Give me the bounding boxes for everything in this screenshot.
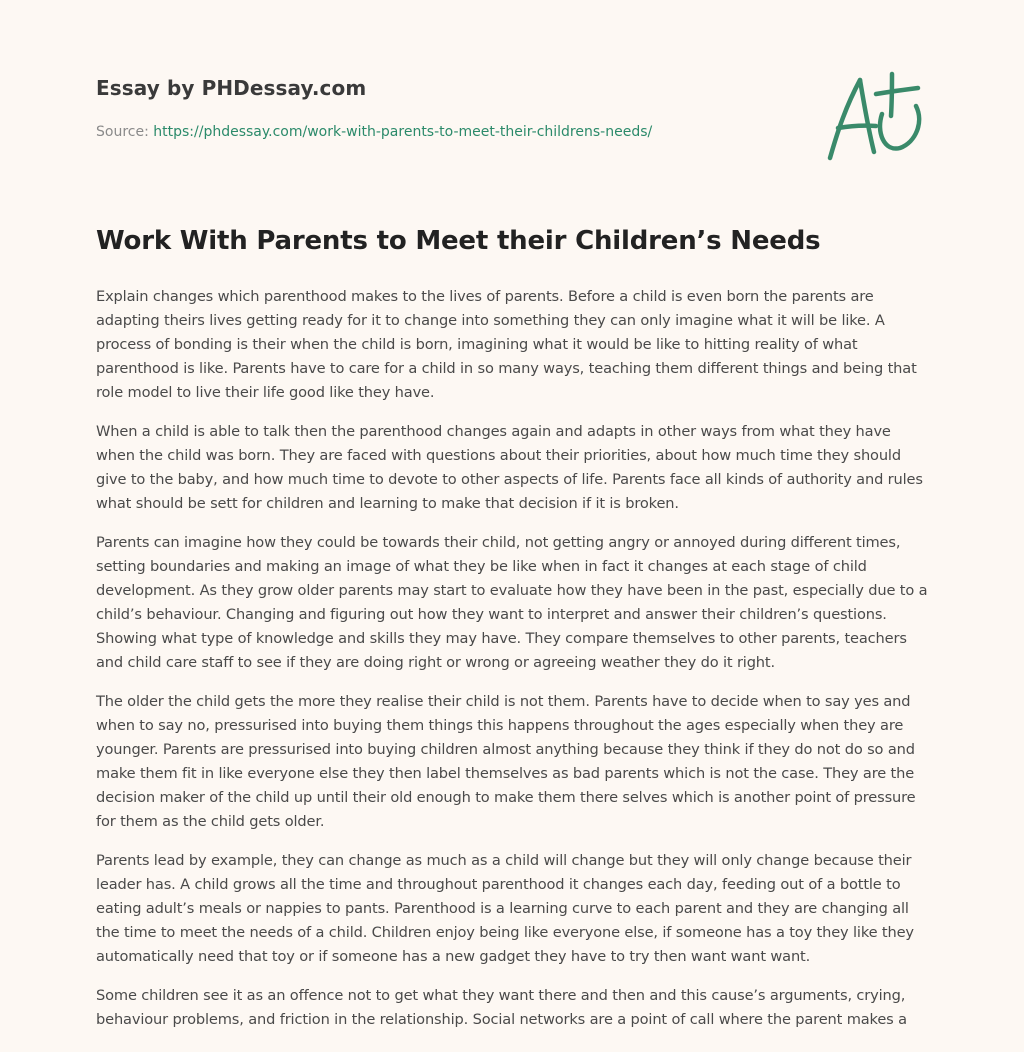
plus-vertical-stroke: [891, 74, 892, 116]
essay-paragraph: The older the child gets the more they realise their child is not them. Parents have to decide when to say yes and when to say no, pressurised into buying them things this happens throughout the ages especially when they are younger. Parents are pressurised into buying children almost anything because they think if they do not do so and make them fit in like everyone else they then label themselves as bad parents which is not the case. They are the decision maker of the child up until their old enough to make them there selves which is another point of pressure for them as the child gets older.: [96, 693, 916, 830]
source-label: Source:: [96, 124, 149, 140]
a-plus-strokes: [830, 74, 919, 158]
a-letter-left-stroke: [830, 80, 860, 158]
essay-paragraph: Explain changes which parenthood makes to the lives of parents. Before a child is even born the parents are adapting theirs lives getting ready for it to change into something they can only imagine what it will be like. A process of bonding is their when the child is born, imagining what it would be like to hitting reality of what parenthood is like. Parents have to care for a child in so many ways, teaching them different things and being that role model to live their life good like they have.: [96, 288, 917, 401]
essay-paragraph: When a child is able to talk then the parenthood changes again and adapts in other ways from what they have when the child was born. They are faced with questions about their priorities, about how much time they should give to the baby, and how much time to devote to other aspects of life. Parents face all kinds of authority and rules what should be sett for children and learning to make that decision if it is broken.: [96, 423, 923, 512]
essay-paragraph: Parents lead by example, they can change as much as a child will change but they will only change because their leader has. A child grows all the time and throughout parenthood it changes each day, feeding out of a bottle to eating adult’s meals or nappies to pants. Parenthood is a learning curve to each parent and they are changing all the time to meet the needs of a child. Children enjoy being like everyone else, if someone has a toy they like they automatically need that toy or if someone has a new gadget they have to try then want want want.: [96, 852, 914, 965]
site-title: Essay by PHDessay.com: [96, 76, 367, 100]
essay-paragraph: Parents can imagine how they could be towards their child, not getting angry or annoyed during different times, setting boundaries and making an image of what they be like when in fact it changes at each stage of child development. As they grow older parents may start to evaluate how they have been in the past, especially due to a child’s behaviour. Changing and figuring out how they want to interpret and answer their children’s questions. Showing what type of knowledge and skills they may have. They compare themselves to other parents, teachers and child care staff to see if they are doing right or wrong or agreeing weather they do it right.: [96, 534, 928, 671]
a-letter-right-stroke: [860, 80, 874, 152]
source-line: [96, 124, 652, 140]
source-link[interactable]: https://phdessay.com/work-with-parents-to-meet-their-childrens-needs/: [153, 124, 653, 140]
essay-body: [96, 285, 932, 1047]
a-plus-grade-icon: [824, 70, 928, 166]
plus-horizontal-stroke: [876, 88, 918, 94]
essay-title: Work With Parents to Meet their Children’s Needs: [96, 226, 821, 256]
circle-swoosh: [880, 106, 919, 149]
a-letter-crossbar: [838, 126, 876, 128]
essay-paragraph: Some children see it as an offence not to get what they want there and then and this cause’s arguments, crying, behaviour problems, and friction in the relationship. Social networks are a point of call where the parent makes a: [96, 987, 907, 1028]
